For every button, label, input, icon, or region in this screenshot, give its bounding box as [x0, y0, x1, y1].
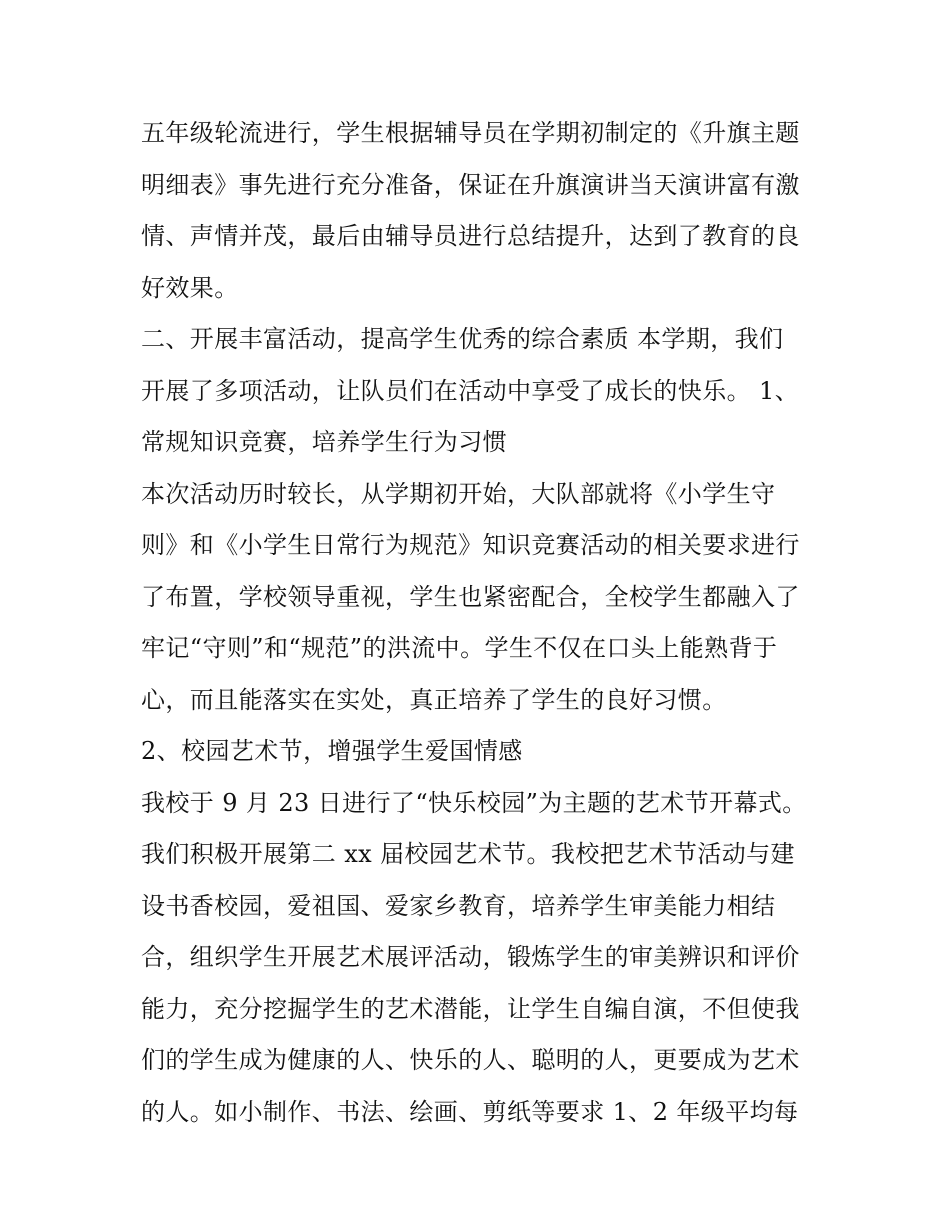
text-line: 明细表》事先进行充分准备，保证在升旗演讲当天演讲富有激: [141, 170, 800, 199]
text-line: 设书香校园，爱祖国、爱家乡教育，培养学生审美能力相结: [141, 891, 776, 920]
subheading-line: 2、校园艺术节，增强学生爱国情感: [141, 737, 523, 765]
text-line: 我校于 9 月 23 日进行了“快乐校园”为主题的艺术节开幕式。: [141, 788, 807, 817]
text-line: 了布置，学校领导重视，学生也紧密配合，全校学生都融入了: [141, 582, 800, 611]
text-line: 情、声情并茂，最后由辅导员进行总结提升，达到了教育的良: [141, 222, 800, 250]
text-line: 合，组织学生开展艺术展评活动，锻炼学生的审美辨识和评价: [141, 943, 800, 971]
text-line: 的人。如小制作、书法、绘画、剪纸等要求 1、2 年级平均每: [141, 1097, 799, 1126]
text-line: 心，而且能落实在实处，真正培养了学生的良好习惯。: [141, 685, 727, 714]
document-body: [141, 108, 821, 1138]
text-line: 开展了多项活动，让队员们在活动中享受了成长的快乐。 1、: [141, 376, 800, 405]
text-line: 则》和《小学生日常行为规范》知识竞赛活动的相关要求进行: [141, 531, 800, 559]
text-line: 本次活动历时较长，从学期初开始，大队部就将《小学生守: [141, 479, 776, 508]
text-line: 能力，充分挖掘学生的艺术潜能，让学生自编自演，不但使我: [141, 994, 800, 1023]
subheading-line: 常规知识竞赛，培养学生行为习惯: [141, 428, 507, 456]
text-line: 好效果。: [141, 273, 239, 302]
text-line: 们的学生成为健康的人、快乐的人、聪明的人，更要成为艺术: [141, 1046, 800, 1074]
text-line: 我们积极开展第二 xx 届校园艺术节。我校把艺术节活动与建: [141, 840, 795, 868]
text-line: 五年级轮流进行，学生根据辅导员在学期初制定的《升旗主题: [141, 119, 800, 147]
text-line: 牢记“守则”和“规范”的洪流中。学生不仅在口头上能熟背于: [141, 634, 778, 662]
section-heading-line: 二、开展丰富活动，提高学生优秀的综合素质 本学期，我们: [141, 325, 784, 353]
